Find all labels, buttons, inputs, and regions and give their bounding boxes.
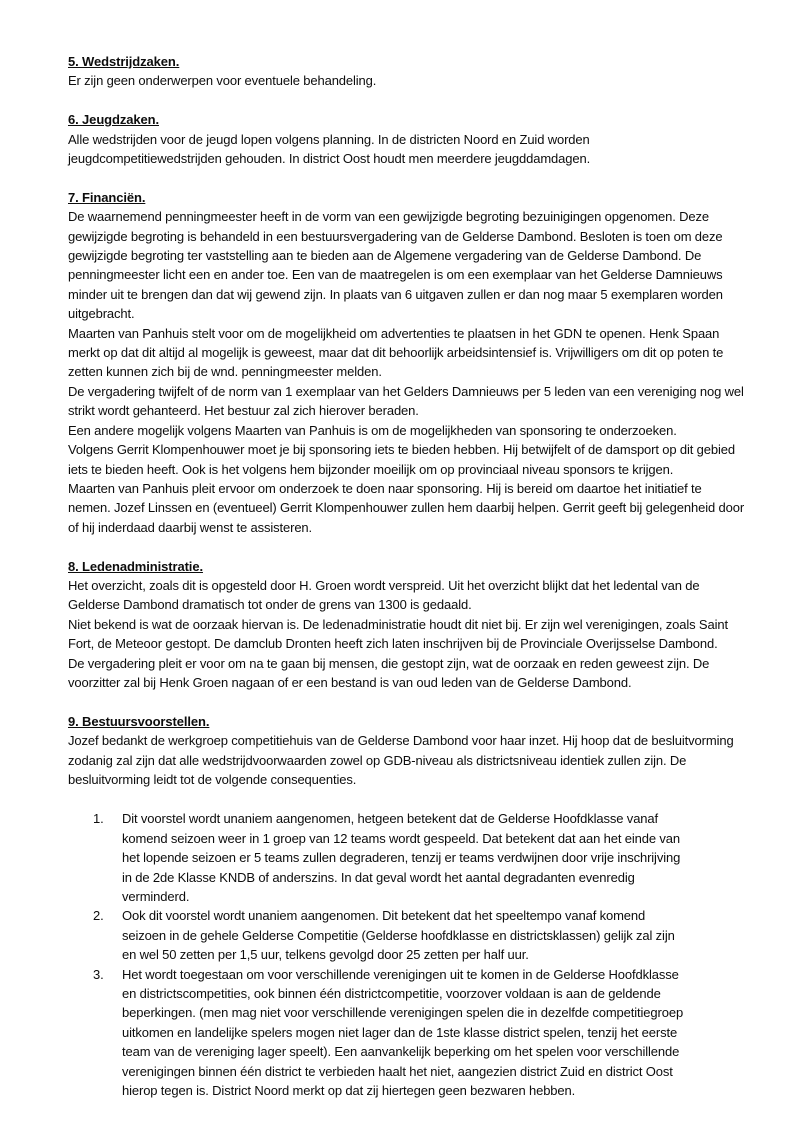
- paragraph: Er zijn geen onderwerpen voor eventuele behandeling.: [68, 73, 377, 89]
- list-gap: [68, 789, 746, 809]
- section-financien: [68, 188, 746, 537]
- section-wedstrijdzaken: [68, 52, 746, 91]
- section-ledenadministratie: [68, 557, 746, 693]
- list-item: Dit voorstel wordt unaniem aangenomen, hetgeen betekent dat de Gelderse Hoofdklasse vanaf komend seizoen weer in 1 groep van 12 teams wordt gespeeld. Dat betekent dat aan het einde van het lopende seizoen er 5 teams zullen degraderen, tenzij er teams verdwijnen door vrije inschrijving in de 2de Klasse KNDB of anderszins. In dat geval wordt het aantal degradanten evenredig verminderd.: [122, 811, 681, 904]
- paragraph: De vergadering twijfelt of de norm van 1 exemplaar van het Gelders Damnieuws per 5 leden van een vereniging nog wel strikt wordt gehanteerd. Het bestuur zal zich hierover beraden.: [68, 383, 744, 419]
- section-heading-financien: 7. Financiën.: [68, 189, 146, 205]
- document-body: [68, 52, 746, 1100]
- section-heading-jeugdzaken: 6. Jeugdzaken.: [68, 112, 159, 128]
- proposals-list: [68, 809, 746, 1100]
- paragraph: Het overzicht, zoals dit is opgesteld door H. Groen wordt verspreid. Uit het overzicht blijkt dat het ledental van de Gelderse Dambond dramatisch tot onder de grens van 1300 is gedaald.: [68, 577, 700, 613]
- paragraph: Jozef bedankt de werkgroep competitiehuis van de Gelderse Dambond voor haar inzet. Hij hoop dat de besluitvorming zodanig zal zijn dat alle wedstrijdvoorwaarden zowel op GDB-niveau als districtsniveau identiek zullen zijn. De besluitvorming leidt tot de volgende consequenties.: [68, 733, 734, 787]
- paragraph: De waarnemend penningmeester heeft in de vorm van een gewijzigde begroting bezuinigingen opgenomen. Deze gewijzigde begroting is behandeld in een bestuursvergadering van de Gelderse Dambond. Besloten is toen om deze gewijzigde begroting ter vaststelling aan te bieden aan de Algemene vergadering van de Gelderse Dambond. De penningmeester licht een en ander toe. Een van de maatregelen is om een exemplaar van het Gelderse Damnieuws minder uit te brengen dan dat wij gewend zijn. In plaats van 6 uitgaven zullen er dan nog maar 5 exemplaren worden uitgebracht.: [68, 209, 723, 322]
- section-bestuursvoorstellen: [68, 712, 746, 1101]
- paragraph: Volgens Gerrit Klompenhouwer moet je bij sponsoring iets te bieden hebben. Hij betwijfelt of de damsport op dit gebied iets te bieden heeft. Ook is het volgens hem bijzonder moeilijk om op provinciaal niveau sponsors te krijgen.: [68, 442, 735, 477]
- section-heading-bestuursvoorstellen: 9. Bestuursvoorstellen.: [68, 713, 210, 729]
- paragraph: Een andere mogelijk volgens Maarten van Panhuis is om de mogelijkheden van sponsoring te onderzoeken.: [68, 422, 677, 438]
- paragraph: Niet bekend is wat de oorzaak hiervan is. De ledenadministratie houdt dit niet bij. Er zijn wel verenigingen, zoals Saint Fort, de Meteoor gestopt. De damclub Dronten heeft zich laten inschrijven bij de Provinciale Overijsselse Dambond.: [68, 616, 728, 652]
- section-gap: [68, 692, 746, 711]
- paragraph: Alle wedstrijden voor de jeugd lopen volgens planning. In de districten Noord en Zuid worden jeugdcompetitiewedstrijden gehouden. In district Oost houdt men meerdere jeugddamdagen.: [68, 131, 591, 167]
- list-item: Het wordt toegestaan om voor verschillende verenigingen uit te komen in de Gelderse Hoofdklasse en districtscompetities, ook binnen één districtcompetitie, voorzover voldaan is aan de geldende beperkingen. (men mag niet voor verschillende verenigingen spelen die in dezelfde competitiegroep uitkomen en landelijke spelers mogen niet lager dan de 1ste klasse district spelen, tenzij het eerste team van de vereniging lager speelt). Een aanvankelijk beperking om het spelen voor verschillende verenigingen binnen één district te verbieden haalt het niet, aangezien district Zuid en district Oost hierop tegen is. District Noord merkt op dat zij hiertegen geen bezwaren hebben.: [122, 966, 684, 1099]
- paragraph: Maarten van Panhuis stelt voor om de mogelijkheid om advertenties te plaatsen in het GDN te openen. Henk Spaan merkt op dat dit altijd al mogelijk is geweest, maar dat dit behoorlijk arbeidsintensief is. Vrijwilligers om dit op poten te zetten kunnen zich bij de wnd. penningmeester melden.: [68, 325, 724, 380]
- section-gap: [68, 537, 746, 556]
- section-jeugdzaken: [68, 110, 746, 168]
- section-heading-wedstrijdzaken: 5. Wedstrijdzaken.: [68, 54, 180, 69]
- paragraph: De vergadering pleit er voor om na te gaan bij mensen, die gestopt zijn, wat de oorzaak en reden geweest zijn. De voorzitter zal bij Henk Groen nagaan of er een bestand is van oud leden van de Gelderse Dambond.: [68, 655, 710, 690]
- section-gap: [68, 168, 746, 187]
- paragraph: Maarten van Panhuis pleit ervoor om onderzoek te doen naar sponsoring. Hij is bereid om daartoe het initiatief te nemen. Jozef Linssen en (eventueel) Gerrit Klompenhouwer zullen hem daarbij helpen. Gerrit geeft bij gelegenheid door of hij inderdaad daarbij wenst te assisteren.: [68, 480, 745, 535]
- section-gap: [68, 91, 746, 110]
- list-item: Ook dit voorstel wordt unaniem aangenomen. Dit betekent dat het speeltempo vanaf komend seizoen in de gehele Gelderse Competitie (Gelderse hoofdklasse en districtsklassen) gelijk zal zijn en wel 50 zetten per 1,5 uur, telkens gevolgd door 25 zetten per half uur.: [122, 908, 675, 963]
- section-heading-ledenadministratie: 8. Ledenadministratie.: [68, 558, 203, 574]
